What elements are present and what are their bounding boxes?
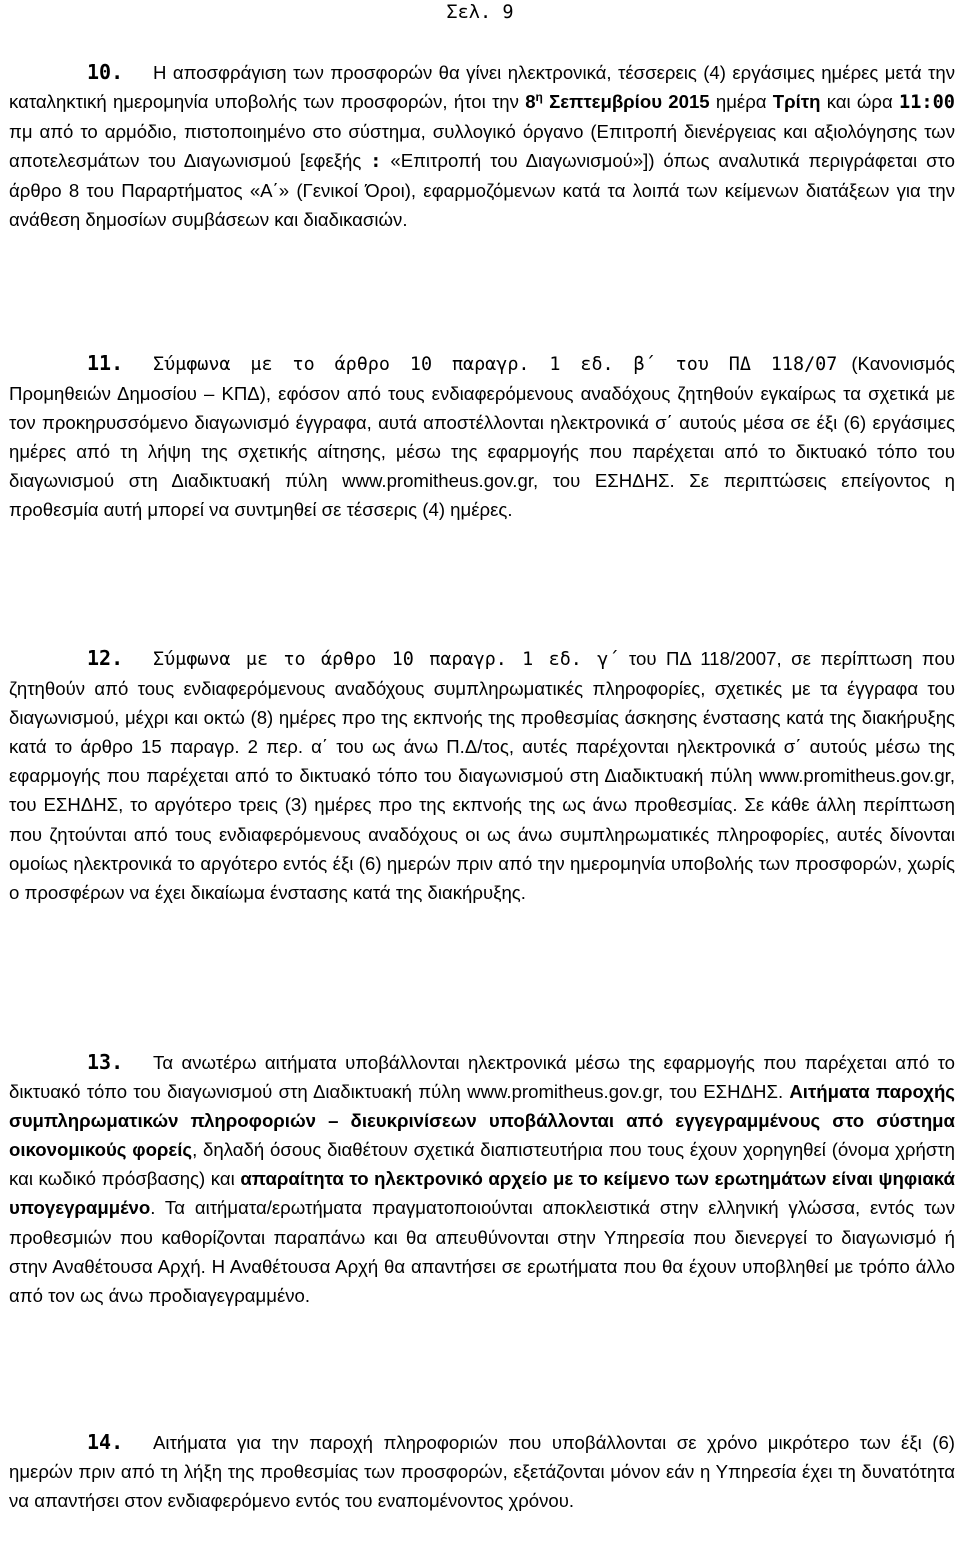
lead-text: Σύμφωνα με το άρθρο 10 παραγρ. 1 εδ. γ΄ <box>153 649 620 670</box>
text: του ΠΔ 118/2007, σε περίπτωση που ζητηθούν από τους ενδιαφερόμενους αναδόχους συμπληρωματικές πληροφορίες, σχετικές με τα έγγραφα του διαγωνισμού, μέχρι και οκτώ (8) ημέρες προ της εκπνοής της προθεσμίας άσκησης ένστασης κατά της διακήρυξης κατά το άρθρο 15 παραγρ. 2 περ. α΄ του ως άνω Π.Δ/τος, αυτές παρέχονται ηλεκτρονικά σ΄ αυτούς μέσω της εφαρμογής που παρέχεται από το δικτυακό τόπο του διαγωνισμού στη Διαδικτυακή πύλη www.promitheus.gov.gr, του ΕΣΗΔΗΣ, το αργότερο τρεις (3) ημέρες προ της εκπνοής της ως άνω προθεσμίας. Σε κάθε άλλη περίπτωση που ζητούνται από τους ενδιαφερόμενους αναδόχους οι ως άνω συμπληρωματικές πληροφορίες, αυτές δίνονται ομοίως ηλεκτρονικά το αργότερο εντός έξι (6) ημερών πριν από την ημερομηνία υποβολής των προσφορών, χωρίς ο προσφέρων να έχει δικαίωμα ένστασης κατά της διακήρυξης. <box>9 648 956 903</box>
text: , δηλαδή όσους διαθέτουν σχετικά διαπιστευτήρια που τους έχουν χορηγηθεί (όνομα χρήστη και κωδικό πρόσβασης) και <box>9 1139 955 1190</box>
paragraph-number: 10. <box>87 60 124 84</box>
paragraph-10 <box>9 58 955 235</box>
text: (Κανονισμός Προμηθειών Δημοσίου – ΚΠΔ), εφόσον από τους ενδιαφερόμενους αναδόχους ζητηθούν εγκαίρως τα σχετικά με τον προκηρυσσόμενο διαγωνισμό έγγραφα, αυτά αποστέλλονται ηλεκτρονικά σ΄ αυτούς μέσα σε έξι (6) εργάσιμες ημέρες από τη λήψη της σχετικής αίτησης, μέσω της εφαρμογής που παρέχεται από το δικτυακό τόπο του διαγωνισμού στη Διαδικτυακή πύλη www.promitheus.gov.gr, του ΕΣΗΔΗΣ. Σε περιπτώσεις επείγοντος η προθεσμία αυτή μπορεί να συντμηθεί σε τέσσερις (4) ημέρες. <box>9 353 955 521</box>
lead-text: Σύμφωνα με το άρθρο 10 παραγρ. 1 εδ. β΄ του ΠΔ 118/07 <box>153 354 838 375</box>
bold-weekday: Τρίτη <box>772 91 821 113</box>
text: «Επιτροπή του Διαγωνισμού»]) όπως αναλυτικά περιγράφεται στο άρθρο 8 του Παραρτήματος «Α΄» (Γενικοί Όροι), εφαρμοζόμενων κατά τα λοιπά των κείμενων διατάξεων για την ανάθεση δημοσίων συμβάσεων και διαδικασιών. <box>9 150 955 231</box>
text: Τα ανωτέρω αιτήματα υποβάλλονται ηλεκτρονικά μέσω της εφαρμογής που παρέχεται από το δικτυακό τόπο του διαγωνισμού στη Διαδικτυακή πύλη www.promitheus.gov.gr, του ΕΣΗΔΗΣ. <box>9 1052 955 1103</box>
paragraph-number: 11. <box>87 351 124 375</box>
paragraph-number: 12. <box>87 646 124 670</box>
paragraph-12 <box>9 644 955 907</box>
text: πμ από το αρμόδιο, πιστοποιημένο στο σύστημα, συλλογικό όργανο (Επιτροπή διενέργειας και αξιολόγησης των αποτελεσμάτων του Διαγωνισμού [εφεξής <box>9 121 955 172</box>
paragraph-number: 13. <box>87 1050 124 1074</box>
text: και ώρα <box>820 91 899 113</box>
text: Αιτήματα για την παροχή πληροφοριών που υποβάλλονται σε χρόνο μικρότερο των έξι (6) ημερών πριν από τη λήξη της προθεσμίας των προσφορών, εξετάζονται μόνον εάν η Υπηρεσία έχει τη δυνατότητα να απαντήσει στον ενδιαφερόμενο εντός του εναπομένοντος χρόνου. <box>9 1432 955 1512</box>
paragraph-11 <box>9 349 955 525</box>
paragraph-13 <box>9 1048 955 1310</box>
paragraph-14 <box>9 1428 955 1515</box>
bold-text: απαραίτητα το ηλεκτρονικό αρχείο με το κείμενο των ερωτημάτων είναι ψηφιακά υπογεγραμμένο <box>9 1168 955 1219</box>
text: Η αποσφράγιση των προσφορών θα γίνει ηλεκτρονικά, τέσσερεις (4) εργάσιμες ημέρες μετά την καταληκτική ημερομηνία υποβολής των προσφορών, ήτοι την <box>9 62 955 113</box>
paragraph-number: 14. <box>87 1430 124 1454</box>
colon: : <box>370 151 382 173</box>
page-number: Σελ. 9 <box>446 2 514 23</box>
bold-text: Αιτήματα παροχής συμπληρωματικών πληροφοριών – διευκρινίσεων υποβάλλονται από εγγεγραμμένους στο σύστημα οικονομικούς φορείς <box>9 1081 955 1161</box>
bold-time: 11:00 <box>899 92 955 114</box>
bold-date-day: $8^\eta$ Σεπτεμβρίου 2015 <box>525 89 710 113</box>
text: . Τα αιτήματα/ερωτήματα πραγματοποιούνται αποκλειστικά στην ελληνική γλώσσα, εντός των προθεσμιών που καθορίζονται παραπάνω και θα απευθύνονται στην Υπηρεσία που διενεργεί το διαγωνισμό ή στην Αναθέτουσα Αρχή. Η Αναθέτουσα Αρχή θα απαντήσει σε ερωτήματα που θα έχουν υποβληθεί με τρόπο άλλο από τον ως άνω προδιαγεγραμμένο. <box>9 1197 955 1306</box>
text: ημέρα <box>709 91 773 113</box>
